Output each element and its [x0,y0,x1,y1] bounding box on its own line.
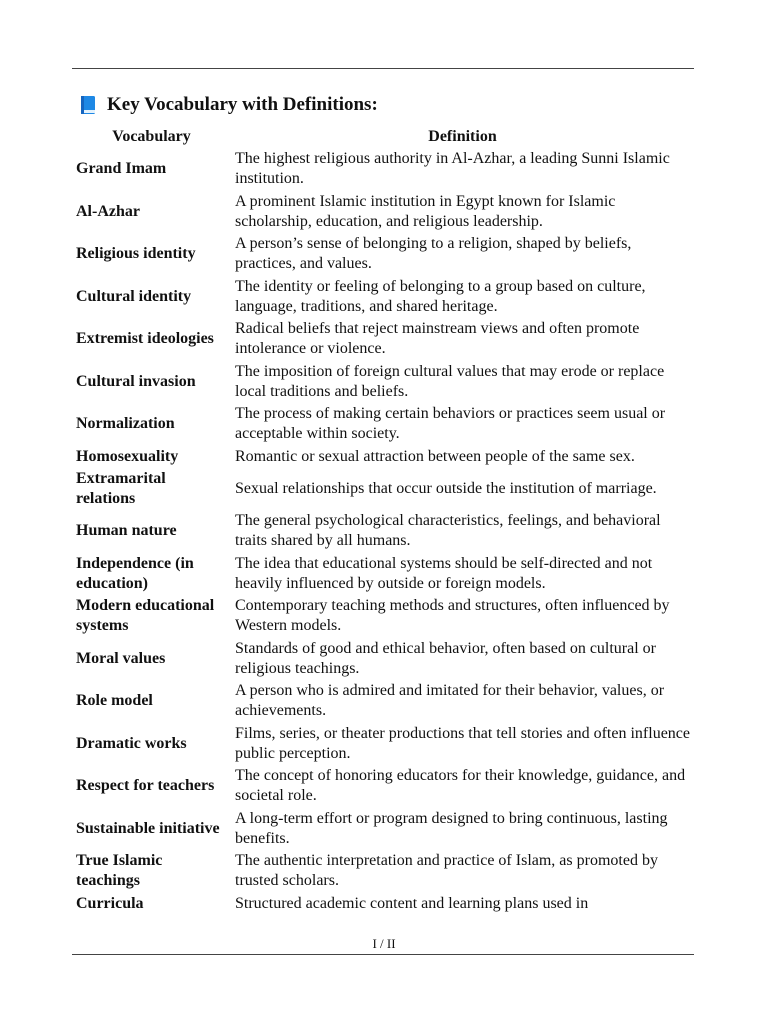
term-cell: Grand Imam [76,160,167,178]
blue-book-icon [78,95,98,115]
definition-cell: Sexual relationships that occur outside the institution of marriage. [235,479,657,497]
table-row [72,468,694,511]
definition-cell: Standards of good and ethical behavior, often based on cultural or religious teachings. [235,639,657,677]
definition-cell: The identity or feeling of belonging to a group based on culture, language, traditions, and shared heritage. [235,277,646,315]
page-number: I / II [372,936,396,951]
table-row [72,191,694,234]
definition-cell: Structured academic content and learning plans used in [235,894,589,912]
table-row [72,361,694,404]
definition-cell: A person’s sense of belonging to a religion, shaped by beliefs, practices, and values. [235,235,632,273]
definition-cell: The highest religious authority in Al-Azhar, a leading Sunni Islamic institution. [235,150,670,188]
table-row [72,148,694,191]
top-rule [72,68,694,69]
term-cell: Modern educational systems [76,597,215,635]
term-cell: Curricula [76,894,144,912]
term-cell: Respect for teachers [76,777,215,795]
definition-cell: The concept of honoring educators for their knowledge, guidance, and societal role. [235,767,686,805]
definition-cell: A long-term effort or program designed to bring continuous, lasting benefits. [235,809,668,847]
term-cell: Human nature [76,522,177,540]
vocabulary-table [72,126,694,915]
table-row [72,638,694,681]
term-cell: Al-Azhar [76,202,140,220]
table-row [72,765,694,808]
term-cell: True Islamic teachings [76,852,163,890]
term-cell: Cultural identity [76,287,192,305]
definition-cell: The process of making certain behaviors or practices seem usual or acceptable within society. [235,405,666,443]
definition-cell: The idea that educational systems should be self-directed and not heavily influenced by outside or foreign models. [235,554,653,592]
term-cell: Homosexuality [76,447,179,465]
table-row [72,723,694,766]
definition-cell: Films, series, or theater productions that tell stories and often influence public perception. [235,724,690,762]
definition-cell: Romantic or sexual attraction between people of the same sex. [235,447,635,465]
term-cell: Extremist ideologies [76,330,214,348]
table-row [72,850,694,893]
definition-cell: The imposition of foreign cultural values that may erode or replace local traditions and beliefs. [235,362,665,400]
term-cell: Dramatic works [76,734,187,752]
table-row [72,510,694,553]
table-row [72,808,694,851]
definition-cell: The general psychological characteristics, feelings, and behavioral traits shared by all humans. [235,512,661,550]
table-row [72,553,694,596]
definition-cell: Radical beliefs that reject mainstream views and often promote intolerance or violence. [235,320,640,358]
term-cell: Cultural invasion [76,372,196,390]
table-row [72,233,694,276]
term-cell: Moral values [76,649,166,667]
term-cell: Extramarital relations [76,469,166,507]
table-row [72,446,694,468]
section-heading [78,94,378,116]
table-header-row [72,126,694,148]
definition-cell: A person who is admired and imitated for their behavior, values, or achievements. [235,682,665,720]
table-row [72,893,694,915]
column-header-vocabulary: Vocabulary [112,128,191,145]
table-row [72,595,694,638]
term-cell: Normalization [76,415,175,433]
term-cell: Role model [76,692,153,710]
definition-cell: The authentic interpretation and practice of Islam, as promoted by trusted scholars. [235,852,658,890]
definition-cell: A prominent Islamic institution in Egypt known for Islamic scholarship, education, and religious leadership. [235,192,616,230]
column-header-definition: Definition [428,128,497,145]
table-row [72,680,694,723]
bottom-rule [72,954,694,955]
term-cell: Independence (in education) [76,554,194,592]
table-row [72,276,694,319]
term-cell: Sustainable initiative [76,819,220,837]
table-row [72,403,694,446]
term-cell: Religious identity [76,245,196,263]
table-row [72,318,694,361]
definition-cell: Contemporary teaching methods and structures, often influenced by Western models. [235,597,670,635]
heading-text: Key Vocabulary with Definitions: [107,94,378,115]
